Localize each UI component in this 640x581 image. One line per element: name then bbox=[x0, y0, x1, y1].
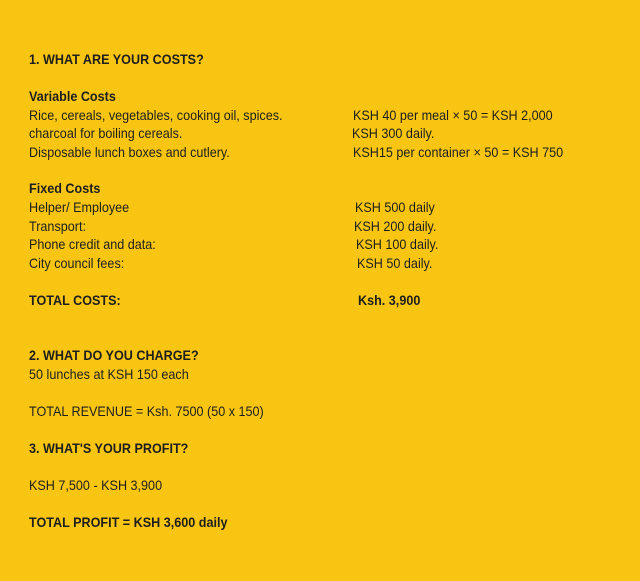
section-charge-heading: 2. WHAT DO YOU CHARGE? bbox=[29, 347, 199, 363]
section-costs-heading: 1. WHAT ARE YOUR COSTS? bbox=[29, 51, 204, 67]
variable-cost-value: KSH15 per container × 50 = KSH 750 bbox=[353, 144, 564, 160]
fixed-cost-value: KSH 500 daily bbox=[355, 199, 435, 215]
total-revenue: TOTAL REVENUE = Ksh. 7500 (50 x 150) bbox=[29, 403, 264, 419]
fixed-cost-value: KSH 200 daily. bbox=[354, 218, 437, 234]
total-costs-label: TOTAL COSTS: bbox=[29, 292, 121, 308]
fixed-cost-label: Helper/ Employee bbox=[29, 199, 130, 215]
section-profit-heading: 3. WHAT'S YOUR PROFIT? bbox=[29, 440, 189, 456]
variable-costs-heading: Variable Costs bbox=[29, 88, 116, 104]
charge-detail: 50 lunches at KSH 150 each bbox=[29, 366, 189, 382]
fixed-cost-label: City council fees: bbox=[29, 255, 125, 271]
variable-cost-label: Disposable lunch boxes and cutlery. bbox=[29, 144, 230, 160]
fixed-cost-value: KSH 100 daily. bbox=[356, 236, 439, 252]
variable-cost-value: KSH 40 per meal × 50 = KSH 2,000 bbox=[353, 107, 553, 123]
total-profit: TOTAL PROFIT = KSH 3,600 daily bbox=[29, 514, 228, 530]
profit-calculation: KSH 7,500 - KSH 3,900 bbox=[29, 477, 163, 493]
total-costs-value: Ksh. 3,900 bbox=[358, 292, 421, 308]
variable-cost-label: charcoal for boiling cereals. bbox=[29, 125, 183, 141]
variable-cost-value: KSH 300 daily. bbox=[352, 125, 435, 141]
fixed-cost-label: Transport: bbox=[29, 218, 86, 234]
fixed-cost-value: KSH 50 daily. bbox=[357, 255, 433, 271]
fixed-cost-label: Phone credit and data: bbox=[29, 236, 156, 252]
fixed-costs-heading: Fixed Costs bbox=[29, 180, 101, 196]
variable-cost-label: Rice, cereals, vegetables, cooking oil, spices. bbox=[29, 107, 283, 123]
